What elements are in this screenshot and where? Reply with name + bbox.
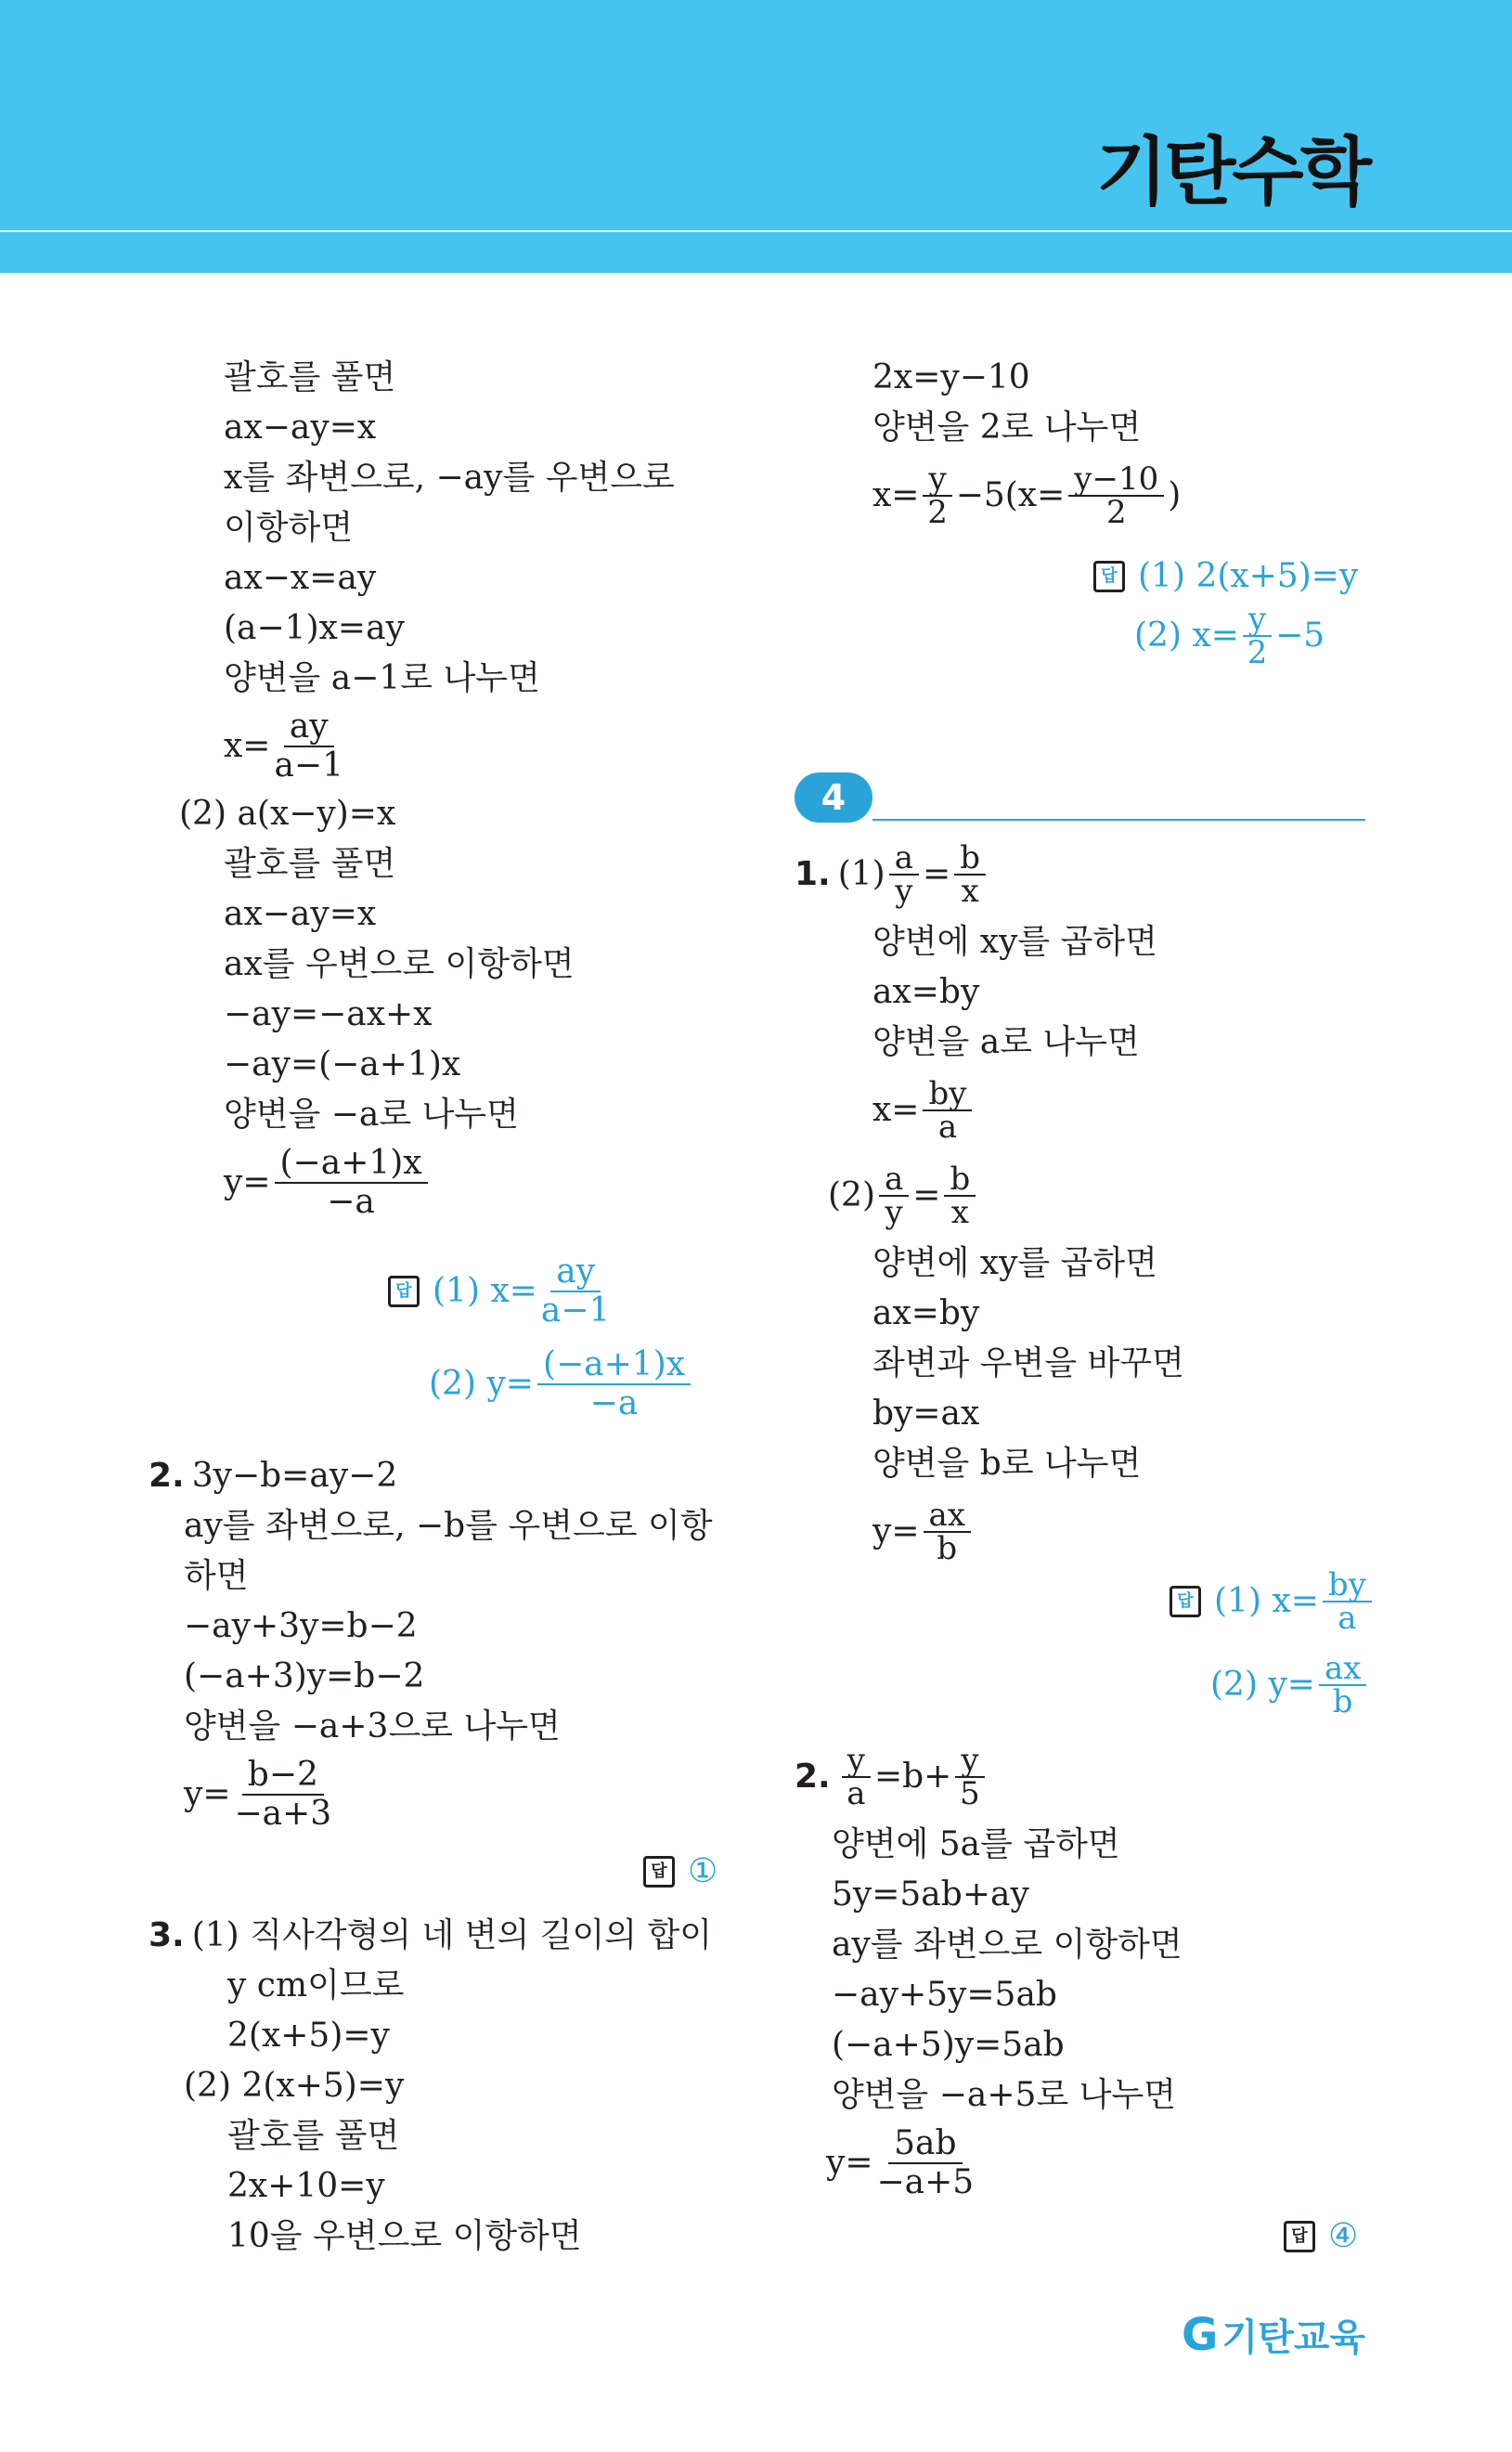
publisher-logo-mark-icon: G [1182,2308,1219,2361]
fraction: $\frac{y}{2}$ [923,463,951,528]
fraction-equation: y= $\frac{ax}{b}$ [795,1489,1184,1575]
equation-line: −ay=−ax+x [224,995,433,1033]
answer-row: (2) y= $\frac{ax}{b}$ [1210,1653,1370,1718]
answer-row [1284,2212,1358,2262]
fraction: $\frac{5ab}{-a+5}$ [876,2124,975,2201]
solution-line: 하면 [184,1557,249,1595]
fraction: $\frac{y}{5}$ [955,1745,984,1810]
solution-line: 좌변과 우변을 바꾸면 [872,1344,1184,1382]
header-divider [0,230,1512,232]
solution-line: 양변을 2로 나누면 [872,409,1142,447]
equation-line: ax−ay=x [224,895,377,933]
fraction: $\frac{(-a+1)x}{-a}$ [537,1346,691,1422]
fraction: $\frac{(-a+1)x}{-a}$ [275,1145,428,1221]
answer-mark-icon: 답 [1170,1586,1201,1617]
sub-problem-line: (2) 2(x+5)=y [184,2067,405,2105]
solution-line: 양변을 −a+3으로 나누면 [184,1707,561,1745]
equation-line: 3y−b=ay−2 [191,1457,398,1495]
equation-line: (−a+3)y=b−2 [184,1657,425,1695]
equation-line: ax−ay=x [224,409,377,447]
fraction: $\frac{b-2}{-a+3}$ [234,1756,332,1833]
section-divider [872,819,1365,821]
fraction: $\frac{y-10}{2}$ [1068,463,1164,528]
fraction: $\frac{ay}{a-1}$ [540,1252,611,1330]
problem-2 [149,1451,713,1837]
solution-line: 양변에 5a를 곱하면 [832,1825,1120,1863]
solution-line: 괄호를 풀면 [224,358,396,396]
answer-row: 답 (1) x= $\frac{ay}{a-1}$ [388,1253,614,1330]
fraction: $\frac{b}{x}$ [954,842,986,907]
answer-row: (2) x= $\frac{y}{2}$ −5 [1134,601,1325,671]
fraction-equation: x= $\frac{y}{2}$ −5(x= $\frac{y-10}{2}$ ) [872,461,1182,531]
fraction: $\frac{a}{y}$ [889,842,919,907]
fraction: $\frac{by}{a}$ [1323,1569,1372,1634]
fraction-equation: x= $\frac{by}{a}$ [795,1068,1184,1153]
problem-number: 3. [149,1916,185,1954]
solution-line: ax를 우변으로 이항하면 [224,945,575,983]
fraction-equation: (2) $\frac{a}{y}$ = $\frac{b}{x}$ [795,1153,1184,1239]
problem-number: 1. [795,855,831,893]
equation-line: −ay+3y=b−2 [184,1607,418,1645]
publisher-logo [1182,2308,1365,2361]
solution-line: y cm이므로 [227,1966,405,2004]
equation-line: −ay=(−a+1)x [224,1045,461,1083]
solution-line: ay를 좌변으로, −b를 우변으로 이항 [184,1507,713,1545]
section-header [795,772,1365,823]
solution-line: 양변을 b로 나누면 [872,1445,1142,1483]
solution-line: 양변에 xy를 곱하면 [872,923,1157,961]
publisher-name: 기탄교육 [1221,2316,1365,2359]
right-column-top [872,353,1181,538]
solution-line: 양변에 xy를 곱하면 [872,1244,1157,1282]
equation-line: 2(x+5)=y [227,2017,390,2055]
problem-number: 2. [795,1758,831,1796]
answer-row: 답 (1) 2(x+5)=y [1093,551,1358,602]
answer-row: (2) y= $\frac{(-a+1)x}{-a}$ [429,1346,694,1422]
solution-line: 이항하면 [224,509,354,547]
fraction-equation: y= $\frac{5ab}{-a+5}$ [826,2124,975,2201]
equation-line: −ay+5y=5ab [832,1976,1057,2014]
answer-value: ④ [1328,2217,1359,2255]
brand-logo: 기탄수학 [1095,129,1368,215]
solution-line: 양변을 a로 나누면 [872,1023,1140,1061]
answer-mark-icon: 답 [1284,2221,1315,2252]
solution-line: 10을 우변으로 이항하면 [227,2217,582,2255]
sub-problem-line: (1) 직사각형의 네 변의 길이의 합이 [191,1916,713,1954]
problem-2b: 2. $\frac{y}{a}$ =b+ $\frac{y}{5}$ 양변에 5a를 곱하면 5y=5ab+ay ay를 좌변으로 이항하면 −ay+5y=5ab (−a+5)y=5ab 양변을 −a+5로 나누면 y= $\frac{5ab}{-a+5}$ [795,1734,1182,2206]
equation-line: ax−x=ay [224,559,377,597]
equation-line: by=ax [872,1395,980,1433]
solution-line: 양변을 a−1로 나누면 [224,659,540,697]
fraction: $\frac{by}{a}$ [923,1078,972,1143]
fraction: $\frac{b}{x}$ [944,1163,976,1228]
left-column [179,353,675,1226]
answer-mark-icon: 답 [388,1276,420,1307]
equation-line: (a−1)x=ay [224,609,405,647]
solution-line: ay를 좌변으로 이항하면 [832,1926,1182,1964]
equation-line: 2x+10=y [227,2167,385,2205]
sub-problem-line: (2) a(x−y)=x [179,795,396,833]
section-number-badge: 4 [795,772,872,823]
problem-number: 2. [149,1457,185,1495]
equation-line: ax=by [872,1294,980,1332]
equation-line: (−a+5)y=5ab [832,2026,1065,2064]
fraction: $\frac{ax}{b}$ [924,1499,971,1564]
fraction-equation: y= $\frac{(-a+1)x}{-a}$ [179,1140,675,1226]
answer-row: 답 (1) x= $\frac{by}{a}$ [1170,1569,1376,1634]
fraction: $\frac{a}{y}$ [879,1163,909,1228]
fraction: $\frac{y}{2}$ [1243,603,1272,668]
equation-line: 2x=y−10 [872,358,1030,396]
problem-1: 1. (1) $\frac{a}{y}$ = $\frac{b}{x}$ 양변에 xy를 곱하면 ax=by 양변을 a로 나누면 x= $\frac{by}{a}$ (2) $\frac{a}{y}$ = $\frac{b}{x}$ 양변에 xy를 곱하면 ax=by 좌변과 우변을 바꾸면 by=ax 양변을 b로 나누면 y= $\frac{ax}{b}$ [795,832,1184,1575]
answer-value: ① [688,1852,718,1890]
solution-line: x를 좌변으로, −ay를 우변으로 [224,459,675,497]
fraction: $\frac{ax}{b}$ [1319,1653,1366,1718]
fraction: $\frac{ay}{a-1}$ [274,707,343,785]
problem-3 [149,1911,712,2262]
equation-line: 5y=5ab+ay [832,1875,1029,1914]
fraction-equation: y= $\frac{b-2}{-a+3}$ [184,1756,332,1833]
fraction-equation: x= $\frac{ay}{a-1}$ [224,707,343,785]
page-header [0,0,1512,273]
solution-line: 양변을 −a+5로 나누면 [832,2076,1177,2114]
solution-line: 괄호를 풀면 [227,2117,400,2155]
answer-row [643,1847,717,1897]
equation-line: ax=by [872,973,980,1011]
solution-line: 괄호를 풀면 [224,845,396,883]
answer-mark-icon: 답 [1093,561,1125,592]
answer-mark-icon: 답 [643,1856,675,1888]
solution-line: 양변을 −a로 나누면 [224,1096,519,1134]
fraction: $\frac{y}{a}$ [842,1745,871,1810]
